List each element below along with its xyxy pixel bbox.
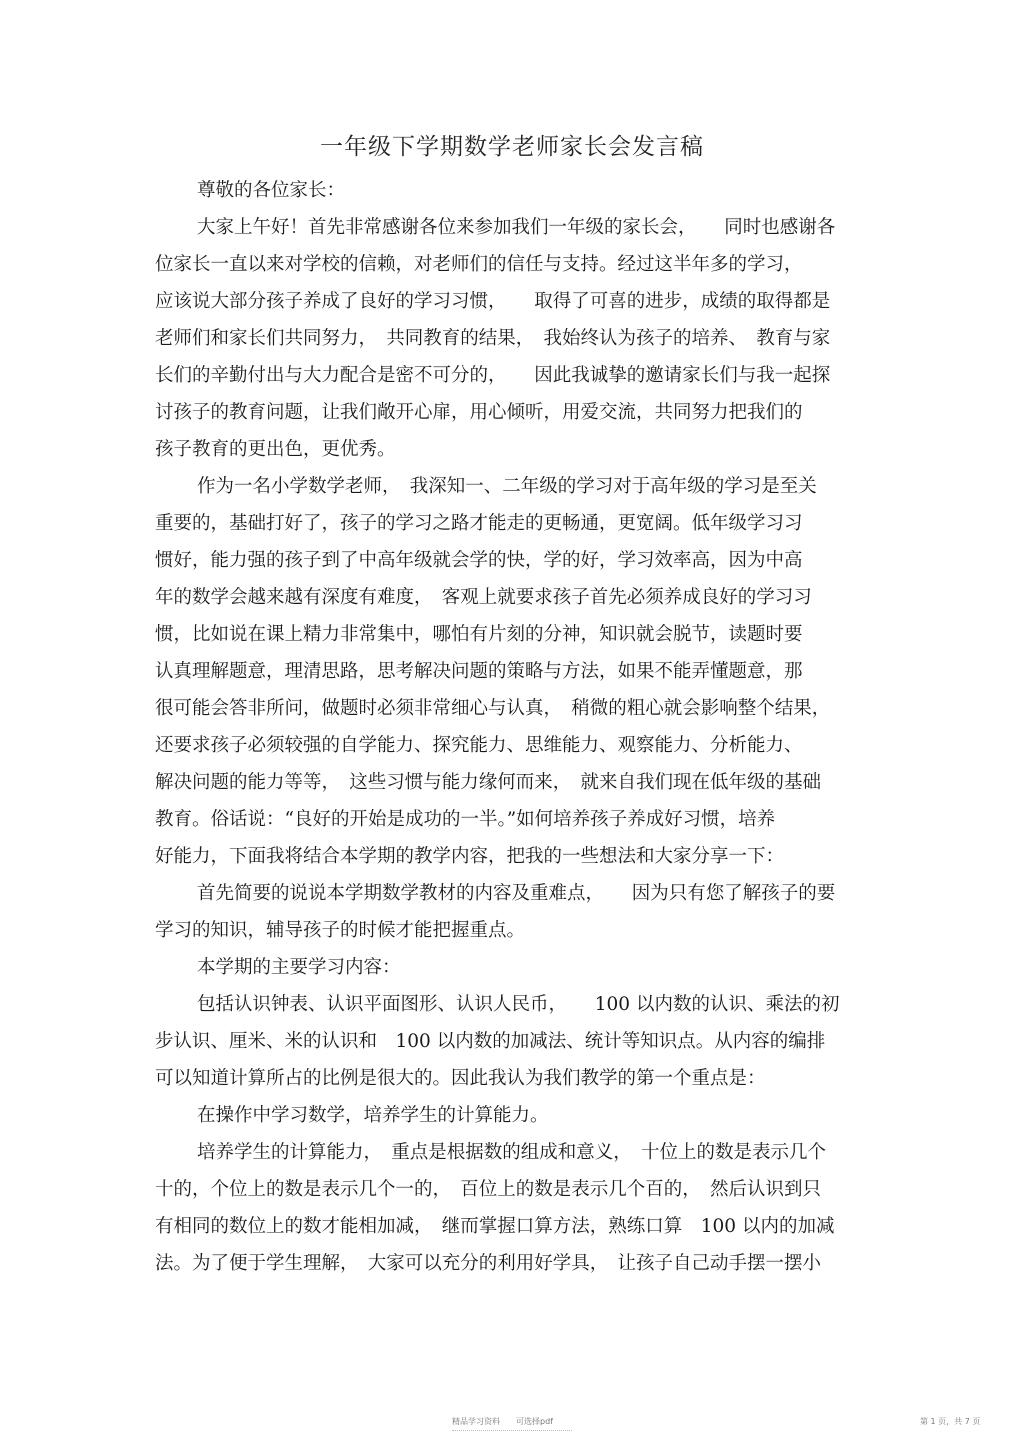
text-line: 惯好，能力强的孩子到了中高年级就会学的快，学的好，学习效率高，因为中高 bbox=[155, 550, 803, 571]
text-line: 重要的，基础打好了，孩子的学习之路才能走的更畅通，更宽阔。低年级学习习 bbox=[155, 513, 803, 534]
text-line: 十的，个位上的数是表示几个一的， 百位上的数是表示几个百的， 然后认识到只 bbox=[155, 1179, 822, 1200]
text-line: 首先简要的说说本学期数学教材的内容及重难点， 因为只有您了解孩子的要 bbox=[197, 883, 836, 904]
text-line: 包括认识钟表、认识平面图形、认识人民币， 100 以内数的认识、乘法的初 bbox=[197, 994, 840, 1015]
text-line: 年的数学会越来越有深度有难度， 客观上就要求孩子首先必须养成良好的学习习 bbox=[155, 587, 812, 608]
text-line: 尊敬的各位家长： bbox=[197, 180, 346, 201]
text-line: 解决问题的能力等等， 这些习惯与能力缘何而来， 就来自我们现在低年级的基础 bbox=[155, 772, 822, 793]
document-title: 一年级下学期数学老师家长会发言稿 bbox=[320, 134, 704, 160]
text-line: 培养学生的计算能力， 重点是根据数的组成和意义， 十位上的数是表示几个 bbox=[197, 1142, 827, 1163]
text-line: 认真理解题意，理清思路，思考解决问题的策略与方法，如果不能弄懂题意，那 bbox=[155, 661, 803, 682]
document-body bbox=[155, 172, 875, 1282]
footer-divider bbox=[452, 1430, 572, 1431]
text-line: 步认识、厘米、米的认识和 100 以内数的加减法、统计等知识点。从内容的编排 bbox=[155, 1031, 826, 1052]
text-line: 有相同的数位上的数才能相加减， 继而掌握口算方法，熟练口算 100 以内的加减 bbox=[155, 1216, 835, 1237]
text-line: 学习的知识，辅导孩子的时候才能把握重点。 bbox=[155, 920, 526, 941]
text-line: 惯，比如说在课上精力非常集中，哪怕有片刻的分神，知识就会脱节，读题时要 bbox=[155, 624, 803, 645]
footer-watermark: 精品学习资料 可选择pdf bbox=[452, 1417, 553, 1426]
text-line: 作为一名小学数学老师， 我深知一、二年级的学习对于高年级的学习是至关 bbox=[197, 476, 817, 497]
text-line: 应该说大部分孩子养成了良好的学习习惯， 取得了可喜的进步，成绩的取得都是 bbox=[155, 291, 831, 312]
text-line: 本学期的主要学习内容： bbox=[197, 957, 401, 978]
text-line: 还要求孩子必须较强的自学能力、探究能力、思维能力、观察能力、分析能力、 bbox=[155, 735, 803, 756]
text-line: 位家长一直以来对学校的信赖，对老师们的信任与支持。经过这半年多的学习， bbox=[155, 254, 803, 275]
text-line: 讨孩子的教育问题，让我们敞开心扉，用心倾听，用爱交流，共同努力把我们的 bbox=[155, 402, 803, 423]
footer-page-info: 第 1 页，共 7 页 bbox=[920, 1417, 981, 1426]
text-line: 教育。俗话说：“良好的开始是成功的一半。”如何培养孩子养成好习惯，培养 bbox=[155, 809, 776, 830]
text-line: 孩子教育的更出色，更优秀。 bbox=[155, 439, 396, 460]
text-line: 长们的辛勤付出与大力配合是密不可分的， 因此我诚挚的邀请家长们与我一起探 bbox=[155, 365, 831, 386]
text-line: 大家上午好！首先非常感谢各位来参加我们一年级的家长会， 同时也感谢各 bbox=[197, 217, 836, 238]
text-line: 法。为了便于学生理解， 大家可以充分的利用好学具， 让孩子自己动手摆一摆小 bbox=[155, 1253, 822, 1274]
text-line: 老师们和家长们共同努力， 共同教育的结果， 我始终认为孩子的培养、 教育与家 bbox=[155, 328, 831, 349]
text-line: 好能力，下面我将结合本学期的教学内容，把我的一些想法和大家分享一下： bbox=[155, 846, 785, 867]
text-line: 很可能会答非所问，做题时必须非常细心与认真， 稍微的粗心就会影响整个结果， bbox=[155, 698, 831, 719]
text-line: 在操作中学习数学，培养学生的计算能力。 bbox=[197, 1105, 549, 1126]
text-line: 可以知道计算所占的比例是很大的。因此我认为我们教学的第一个重点是： bbox=[155, 1068, 766, 1089]
